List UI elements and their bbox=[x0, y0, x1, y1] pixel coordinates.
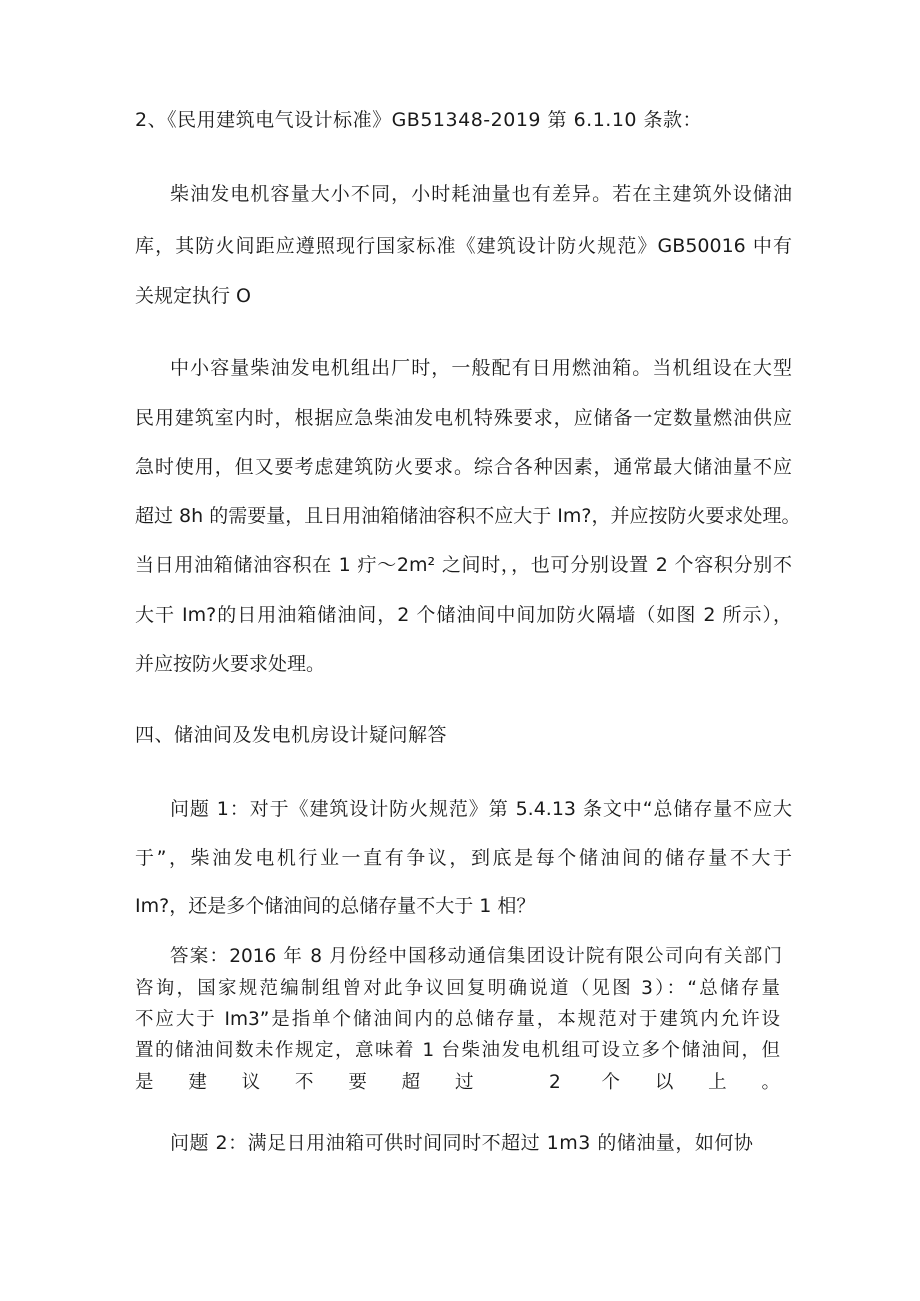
clause-heading: 2、《民用建筑电气设计标准》GB51348-2019 第 6.1.10 条款： bbox=[135, 109, 703, 131]
paragraph-line: 柴油发电机容量大小不同，小时耗油量也有差异。若在主建筑外设储油 bbox=[170, 183, 792, 205]
paragraph-line: 急时使用，但又要考虑建筑防火要求。综合各种因素，通常最大储油量不应 bbox=[135, 456, 792, 478]
paragraph-line: 大干 Im?的日用油箱储油间，2 个储油间中间加防火隔墙（如图 2 所示）， bbox=[135, 604, 792, 626]
paragraph-line: 当日用油箱储油容积在 1 疔～2m² 之间时，，也可分别设置 2 个容积分别不 bbox=[135, 554, 792, 576]
paragraph-line: 超过 8h 的需要量，且日用油箱储油容积不应大于 Im?，并应按防火要求处理。 bbox=[135, 505, 801, 527]
paragraph-line: 民用建筑室内时，根据应急柴油发电机特殊要求，应储备一定数量燃油供应 bbox=[135, 407, 792, 429]
paragraph-line: 库，其防火间距应遵照现行国家标准《建筑设计防火规范》GB50016 中有 bbox=[135, 235, 792, 257]
answer-line: 答案：2016 年 8 月份经中国移动通信集团设计院有限公司向有关部门 bbox=[170, 946, 782, 967]
question-line: 于”，柴油发电机行业一直有争议，到底是每个储油间的储存量不大于 bbox=[135, 847, 792, 869]
paragraph-line: 并应按防火要求处理。 bbox=[135, 653, 326, 675]
paragraph-line: 中小容量柴油发电机组出厂时，一般配有日用燃油箱。当机组设在大型 bbox=[170, 357, 792, 379]
section-heading: 四、储油间及发电机房设计疑问解答 bbox=[135, 724, 448, 746]
question-line: 问题 1：对于《建筑设计防火规范》第 5.4.13 条文中“总储存量不应大 bbox=[170, 798, 792, 820]
answer-line: 是建议不要超过 2 个以上。 bbox=[135, 1072, 780, 1093]
question-line: 问题 2：满足日用油箱可供时间同时不超过 1m3 的储油量，如何协 bbox=[170, 1132, 754, 1154]
answer-line: 咨询，国家规范编制组曾对此争议回复明确说道（见图 3）：“总储存量 bbox=[135, 978, 780, 999]
answer-line: 不应大于 Im3”是指单个储油间内的总储存量，本规范对于建筑内允许设 bbox=[135, 1009, 780, 1030]
paragraph-line: 关规定执行 O bbox=[135, 285, 251, 307]
question-line: Im?，还是多个储油间的总储存量不大于 1 相？ bbox=[135, 895, 536, 917]
answer-line: 置的储油间数未作规定，意味着 1 台柴油发电机组可设立多个储油间，但 bbox=[135, 1040, 780, 1061]
